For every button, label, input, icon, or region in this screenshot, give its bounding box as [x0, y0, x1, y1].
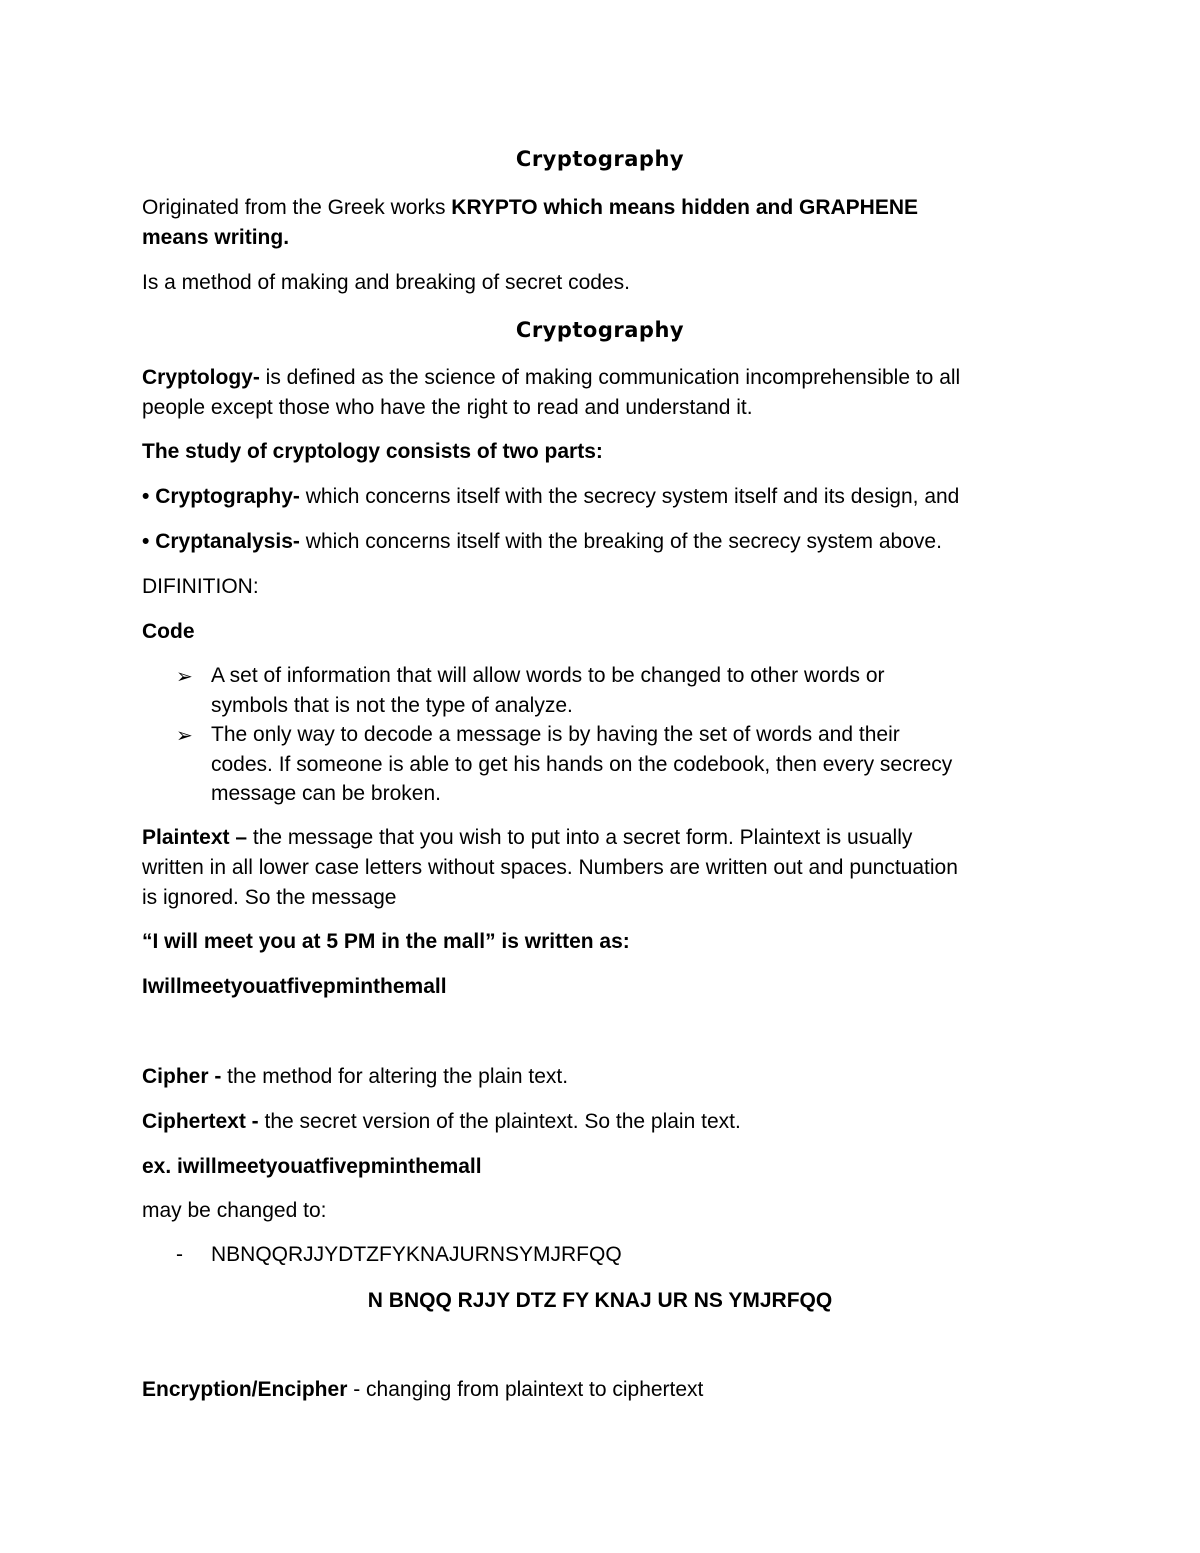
- ex-line-text: ex. iwillmeetyouatfivepminthemall: [142, 1155, 482, 1178]
- code-heading: [142, 617, 195, 647]
- encryption-term: Encryption/Encipher: [142, 1378, 348, 1401]
- part-text: which concerns itself with the secrecy system itself and its design, and: [299, 485, 960, 508]
- definition-label: DIFINITION:: [142, 575, 259, 598]
- may-be-changed-line: may be changed to:: [142, 1199, 327, 1222]
- ciphertext-line: [142, 1107, 741, 1137]
- ex-line: [142, 1152, 482, 1182]
- part-item-cryptography: [142, 482, 959, 512]
- code-item-2-line-1: The only way to decode a message is by having the set of words and their: [211, 723, 900, 746]
- code-item-2-line-3: message can be broken.: [211, 782, 441, 805]
- ciphertext-text: the secret version of the plaintext. So the plain text.: [258, 1110, 741, 1133]
- cryptology-term: Cryptology-: [142, 366, 260, 389]
- arrow-bullet-icon: ➢: [176, 664, 193, 688]
- bullet-icon: •: [142, 530, 150, 553]
- study-heading-text: The study of cryptology consists of two parts:: [142, 440, 603, 463]
- cipher-term: Cipher -: [142, 1065, 222, 1088]
- plaintext-line-2: written in all lower case letters without spaces. Numbers are written out and punctuation: [142, 856, 958, 879]
- example-plaintext-text: Iwillmeetyouatfivepminthemall: [142, 975, 447, 998]
- quote-text: “I will meet you at 5 PM in the mall” is written as:: [142, 930, 630, 953]
- origin-bold-2: means writing.: [142, 226, 290, 249]
- study-heading: [142, 437, 603, 467]
- plaintext-line-3: is ignored. So the message: [142, 886, 397, 909]
- origin-line-1: [142, 193, 918, 223]
- arrow-bullet-icon: ➢: [176, 723, 193, 747]
- plaintext-term: Plaintext –: [142, 826, 248, 849]
- example-plaintext: [142, 972, 447, 1002]
- code-item-2-line-2: codes. If someone is able to get his hands on the codebook, then every secrecy: [211, 753, 953, 776]
- cipher-text: the method for altering the plain text.: [221, 1065, 569, 1088]
- code-item-1-line-2: symbols that is not the type of analyze.: [211, 694, 573, 717]
- origin-line-2: [142, 223, 289, 253]
- quote-line: [142, 927, 630, 957]
- part-term: Cryptography-: [155, 485, 300, 508]
- part-text: which concerns itself with the breaking of the secrecy system above.: [299, 530, 942, 553]
- plaintext-text-1: the message that you wish to put into a secret form. Plaintext is usually: [247, 826, 913, 849]
- method-line: Is a method of making and breaking of secret codes.: [142, 271, 630, 294]
- cipher-spaced: N BNQQ RJJY DTZ FY KNAJ UR NS YMJRFQQ: [367, 1289, 833, 1312]
- ciphertext-term: Ciphertext -: [142, 1110, 259, 1133]
- origin-bold-1: KRYPTO which means hidden and GRAPHENE: [451, 196, 919, 219]
- cipher-string: NBNQQRJJYDTZFYKNAJURNSYMJRFQQ: [211, 1243, 622, 1266]
- cipher-line: [142, 1062, 568, 1092]
- encryption-line: [142, 1375, 703, 1405]
- section-title: Cryptography: [515, 318, 685, 342]
- cryptology-text-1: is defined as the science of making communication incomprehensible to all: [259, 366, 961, 389]
- dash-bullet-icon: -: [176, 1243, 183, 1266]
- cryptology-line-2: people except those who have the right to read and understand it.: [142, 396, 753, 419]
- code-heading-text: Code: [142, 620, 195, 643]
- page-title: Cryptography: [515, 147, 685, 171]
- part-term: Cryptanalysis-: [155, 530, 300, 553]
- origin-text: Originated from the Greek works: [142, 196, 452, 219]
- plaintext-line-1: [142, 823, 912, 853]
- bullet-icon: •: [142, 485, 150, 508]
- part-item-cryptanalysis: [142, 527, 942, 557]
- code-item-1-line-1: A set of information that will allow words to be changed to other words or: [211, 664, 885, 687]
- cryptology-line-1: [142, 363, 960, 393]
- encryption-text: - changing from plaintext to ciphertext: [347, 1378, 704, 1401]
